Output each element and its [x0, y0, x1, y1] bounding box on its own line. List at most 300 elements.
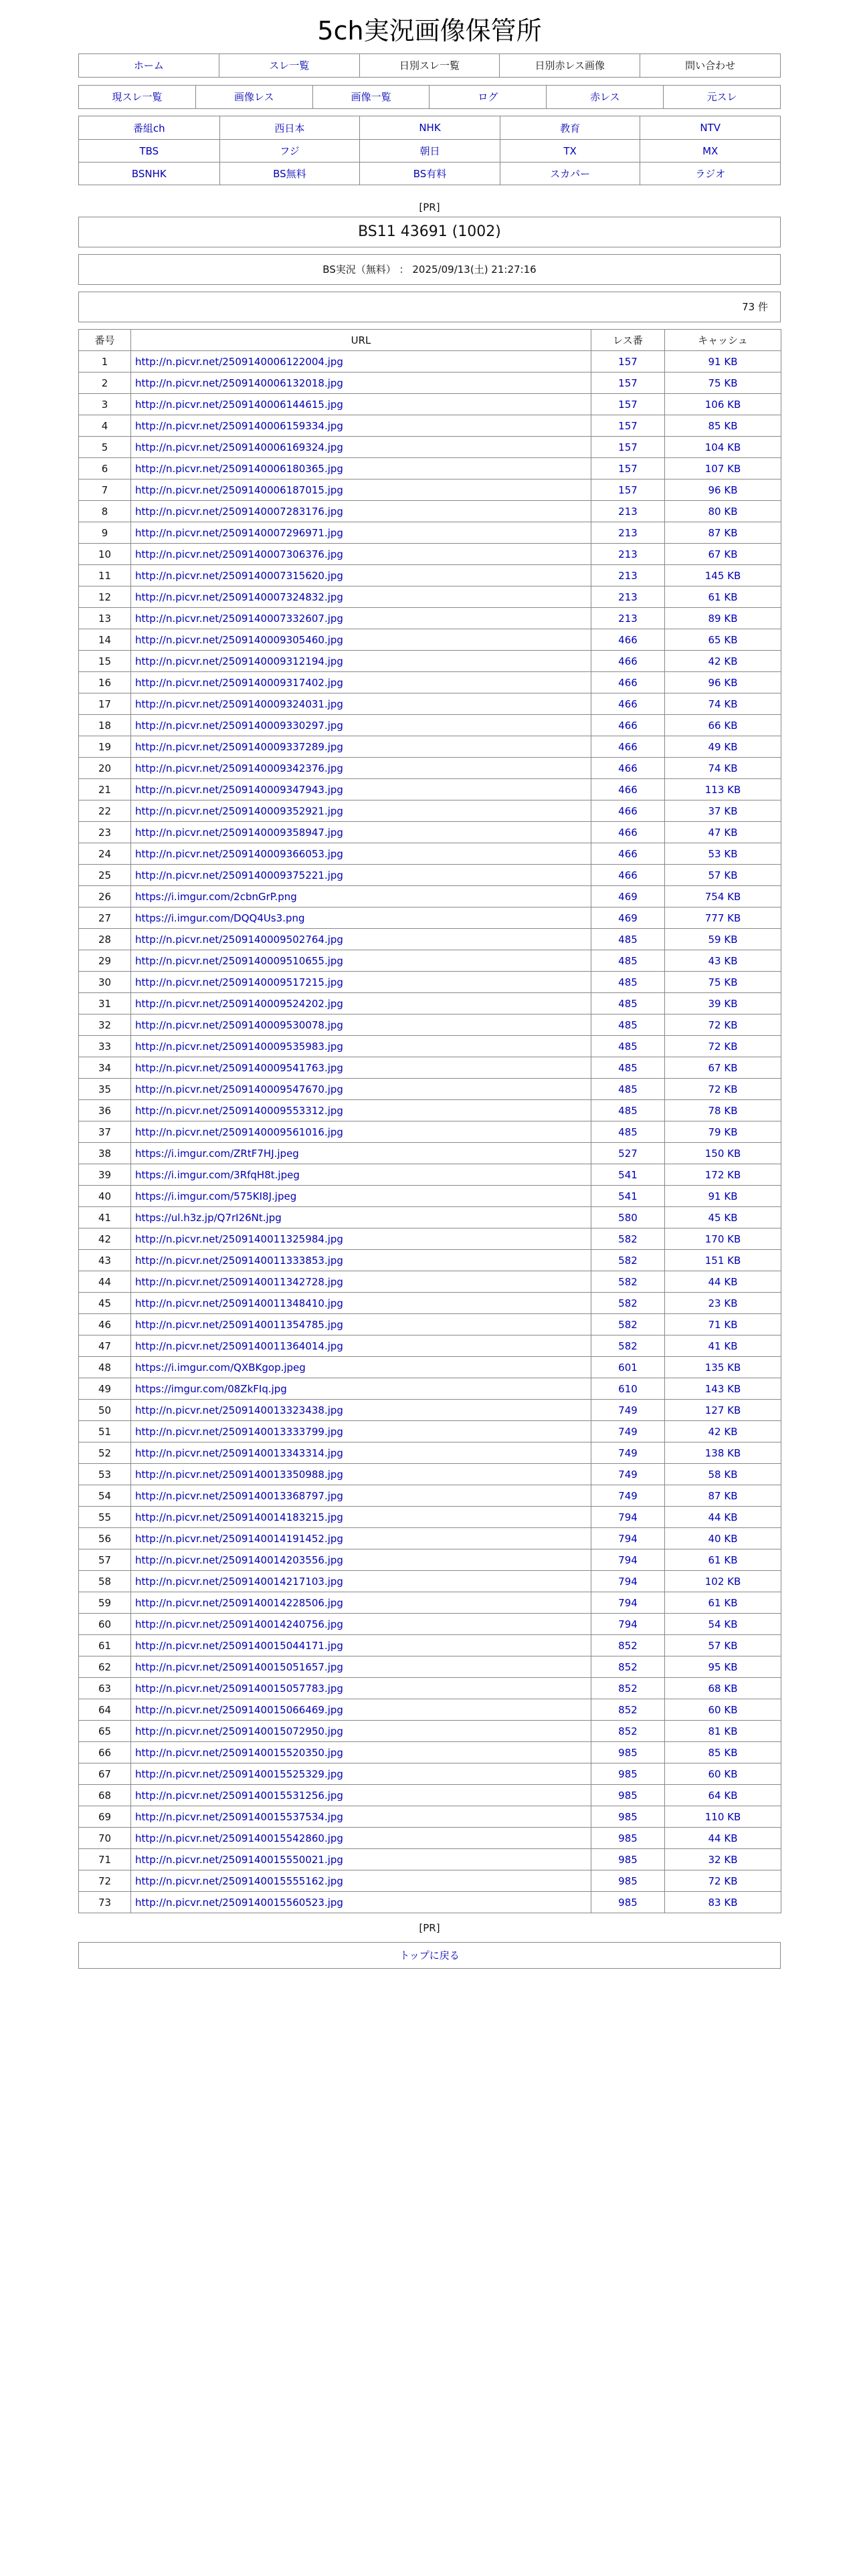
row-cache-size[interactable]: 49 KB: [665, 736, 781, 758]
category-item[interactable]: [79, 162, 219, 185]
row-res-number[interactable]: 469: [591, 907, 665, 929]
row-url-link[interactable]: http://n.picvr.net/2509140007332607.jpg: [135, 612, 343, 625]
row-cache-size[interactable]: 113 KB: [665, 779, 781, 800]
category-item[interactable]: [359, 162, 500, 185]
row-url-link[interactable]: http://n.picvr.net/2509140009524202.jpg: [135, 997, 343, 1010]
row-url-link[interactable]: http://n.picvr.net/2509140013350988.jpg: [135, 1468, 343, 1481]
row-cache-size[interactable]: 67 KB: [665, 544, 781, 565]
row-cache-size[interactable]: 78 KB: [665, 1100, 781, 1121]
row-url-link[interactable]: http://n.picvr.net/2509140011342728.jpg: [135, 1275, 343, 1288]
row-number: 1: [79, 351, 131, 372]
secondary-nav-item[interactable]: [546, 86, 663, 108]
row-cache-size[interactable]: 172 KB: [665, 1164, 781, 1186]
row-res-number[interactable]: 580: [591, 1207, 665, 1228]
row-cache-size[interactable]: 110 KB: [665, 1806, 781, 1828]
primary-nav-item: [640, 54, 780, 77]
row-url-link[interactable]: http://n.picvr.net/2509140015520350.jpg: [135, 1746, 343, 1759]
row-url-link[interactable]: http://n.picvr.net/2509140015066469.jpg: [135, 1703, 343, 1716]
row-res-number[interactable]: 213: [591, 608, 665, 629]
row-url-link[interactable]: http://n.picvr.net/2509140015537534.jpg: [135, 1810, 343, 1823]
row-url-link[interactable]: http://n.picvr.net/2509140009547670.jpg: [135, 1083, 343, 1095]
row-url-link[interactable]: https://i.imgur.com/QXBKgop.jpeg: [135, 1361, 306, 1374]
row-cache-size[interactable]: 65 KB: [665, 629, 781, 651]
row-cache-size[interactable]: 74 KB: [665, 693, 781, 715]
secondary-nav-item[interactable]: [195, 86, 312, 108]
table-row: [79, 715, 781, 736]
row-res-number[interactable]: 749: [591, 1442, 665, 1464]
row-url-link[interactable]: http://n.picvr.net/2509140015057783.jpg: [135, 1682, 343, 1695]
row-cache-size[interactable]: 58 KB: [665, 1464, 781, 1485]
row-number: 50: [79, 1400, 131, 1421]
row-res-number[interactable]: 794: [591, 1549, 665, 1571]
row-res-number[interactable]: 582: [591, 1228, 665, 1250]
row-res-number[interactable]: 985: [591, 1785, 665, 1806]
row-url-link[interactable]: http://n.picvr.net/2509140007283176.jpg: [135, 505, 343, 518]
row-cache-size[interactable]: 60 KB: [665, 1763, 781, 1785]
row-cache-size[interactable]: 44 KB: [665, 1828, 781, 1849]
table-row: [79, 1036, 781, 1057]
row-res-number[interactable]: 794: [591, 1507, 665, 1528]
category-item[interactable]: [640, 162, 780, 185]
row-cache-size[interactable]: 53 KB: [665, 843, 781, 865]
category-link[interactable]: NHK: [419, 122, 441, 134]
row-cache-size[interactable]: 32 KB: [665, 1849, 781, 1870]
row-url-cell: [131, 1849, 591, 1870]
row-url-link[interactable]: http://n.picvr.net/2509140006144615.jpg: [135, 398, 343, 411]
row-res-number[interactable]: 985: [591, 1870, 665, 1892]
row-url-link[interactable]: http://n.picvr.net/2509140007306376.jpg: [135, 548, 343, 560]
row-url-link[interactable]: http://n.picvr.net/2509140013343314.jpg: [135, 1446, 343, 1459]
primary-nav-label[interactable]: ホーム: [133, 60, 164, 72]
row-cache-size[interactable]: 43 KB: [665, 950, 781, 972]
category-link[interactable]: BSNHK: [131, 167, 167, 180]
row-cache-size[interactable]: 85 KB: [665, 1742, 781, 1763]
row-url-link[interactable]: http://n.picvr.net/2509140006180365.jpg: [135, 462, 343, 475]
row-res-number[interactable]: 157: [591, 458, 665, 479]
category-item[interactable]: [219, 139, 360, 162]
row-cache-size[interactable]: 83 KB: [665, 1892, 781, 1913]
row-url-link[interactable]: http://n.picvr.net/2509140011364014.jpg: [135, 1339, 343, 1352]
row-res-number[interactable]: 157: [591, 437, 665, 458]
row-number: 32: [79, 1014, 131, 1036]
category-item[interactable]: [79, 116, 219, 139]
row-res-number[interactable]: 985: [591, 1742, 665, 1763]
row-res-number[interactable]: 213: [591, 565, 665, 586]
row-url-cell: [131, 672, 591, 693]
row-url-link[interactable]: http://n.picvr.net/2509140009530078.jpg: [135, 1018, 343, 1031]
row-res-number[interactable]: 466: [591, 758, 665, 779]
row-res-number[interactable]: 852: [591, 1635, 665, 1656]
row-cache-size[interactable]: 754 KB: [665, 886, 781, 907]
row-url-link[interactable]: https://i.imgur.com/2cbnGrP.png: [135, 890, 297, 903]
category-item[interactable]: [640, 116, 780, 139]
row-url-cell: [131, 929, 591, 950]
row-cache-size[interactable]: 61 KB: [665, 586, 781, 608]
row-url-link[interactable]: http://n.picvr.net/2509140006169324.jpg: [135, 441, 343, 453]
row-url-link[interactable]: http://n.picvr.net/2509140009535983.jpg: [135, 1040, 343, 1053]
row-url-link[interactable]: http://n.picvr.net/2509140009541763.jpg: [135, 1061, 343, 1074]
row-res-number[interactable]: 601: [591, 1357, 665, 1378]
primary-nav-item[interactable]: [79, 54, 219, 77]
row-url-link[interactable]: http://n.picvr.net/2509140006132018.jpg: [135, 377, 343, 389]
row-cache-size[interactable]: 72 KB: [665, 1079, 781, 1100]
row-res-number[interactable]: 985: [591, 1763, 665, 1785]
row-cache-size[interactable]: 59 KB: [665, 929, 781, 950]
row-url-link[interactable]: http://n.picvr.net/2509140015542860.jpg: [135, 1832, 343, 1844]
row-number: 38: [79, 1143, 131, 1164]
row-url-link[interactable]: http://n.picvr.net/2509140015051657.jpg: [135, 1660, 343, 1673]
row-cache-size[interactable]: 64 KB: [665, 1785, 781, 1806]
row-url-link[interactable]: http://n.picvr.net/2509140014191452.jpg: [135, 1532, 343, 1545]
row-url-cell: [131, 1678, 591, 1699]
row-res-number[interactable]: 749: [591, 1485, 665, 1507]
table-row: [79, 1100, 781, 1121]
row-cache-size[interactable]: 75 KB: [665, 372, 781, 394]
row-url-link[interactable]: http://n.picvr.net/2509140015550021.jpg: [135, 1853, 343, 1866]
row-res-number[interactable]: 485: [591, 993, 665, 1014]
row-cache-size[interactable]: 95 KB: [665, 1656, 781, 1678]
row-res-number[interactable]: 157: [591, 351, 665, 372]
row-res-number[interactable]: 213: [591, 586, 665, 608]
row-url-link[interactable]: https://i.imgur.com/DQQ4Us3.png: [135, 911, 305, 924]
row-res-number[interactable]: 213: [591, 544, 665, 565]
row-res-number[interactable]: 485: [591, 950, 665, 972]
row-cache-size[interactable]: 143 KB: [665, 1378, 781, 1400]
row-cache-size[interactable]: 80 KB: [665, 501, 781, 522]
row-res-number[interactable]: 794: [591, 1592, 665, 1614]
row-res-number[interactable]: 485: [591, 1036, 665, 1057]
row-res-number[interactable]: 466: [591, 672, 665, 693]
row-url-link[interactable]: http://n.picvr.net/2509140015525329.jpg: [135, 1767, 343, 1780]
row-url-link[interactable]: http://n.picvr.net/2509140009517215.jpg: [135, 976, 343, 988]
category-item[interactable]: [219, 116, 360, 139]
row-number: 61: [79, 1635, 131, 1656]
row-res-number[interactable]: 466: [591, 715, 665, 736]
row-cache-size[interactable]: 47 KB: [665, 822, 781, 843]
category-link[interactable]: TX: [563, 144, 577, 157]
category-link[interactable]: 番組ch: [132, 122, 165, 134]
row-url-link[interactable]: http://n.picvr.net/2509140011348410.jpg: [135, 1297, 343, 1309]
row-url-link[interactable]: http://n.picvr.net/2509140009347943.jpg: [135, 783, 343, 796]
row-res-number[interactable]: 582: [591, 1314, 665, 1335]
row-res-number[interactable]: 852: [591, 1721, 665, 1742]
row-cache-size[interactable]: 127 KB: [665, 1400, 781, 1421]
secondary-nav-link[interactable]: ログ: [478, 91, 498, 103]
secondary-nav-item[interactable]: [312, 86, 430, 108]
row-res-number[interactable]: 985: [591, 1806, 665, 1828]
row-res-number[interactable]: 213: [591, 522, 665, 544]
row-url-link[interactable]: https://i.imgur.com/ZRtF7HJ.jpeg: [135, 1147, 299, 1160]
row-cache-size[interactable]: 138 KB: [665, 1442, 781, 1464]
row-res-number[interactable]: 213: [591, 501, 665, 522]
row-cache-size[interactable]: 135 KB: [665, 1357, 781, 1378]
row-cache-size[interactable]: 44 KB: [665, 1507, 781, 1528]
row-url-cell: [131, 1335, 591, 1357]
row-res-number[interactable]: 852: [591, 1678, 665, 1699]
row-cache-size[interactable]: 145 KB: [665, 565, 781, 586]
row-res-number[interactable]: 749: [591, 1464, 665, 1485]
secondary-nav-link[interactable]: 画像レス: [233, 91, 274, 103]
row-url-link[interactable]: http://n.picvr.net/2509140009561016.jpg: [135, 1125, 343, 1138]
row-cache-size[interactable]: 85 KB: [665, 415, 781, 437]
row-cache-size[interactable]: 71 KB: [665, 1314, 781, 1335]
row-res-number[interactable]: 794: [591, 1528, 665, 1549]
category-item[interactable]: [500, 116, 640, 139]
row-url-link[interactable]: http://n.picvr.net/2509140009366053.jpg: [135, 847, 343, 860]
row-url-link[interactable]: http://n.picvr.net/2509140009375221.jpg: [135, 869, 343, 881]
row-url-link[interactable]: http://n.picvr.net/2509140014228506.jpg: [135, 1596, 343, 1609]
row-url-link[interactable]: http://n.picvr.net/2509140009358947.jpg: [135, 826, 343, 839]
table-row: [79, 1186, 781, 1207]
category-link[interactable]: NTV: [700, 122, 721, 134]
row-cache-size[interactable]: 42 KB: [665, 1421, 781, 1442]
row-res-number[interactable]: 466: [591, 843, 665, 865]
row-url-link[interactable]: http://n.picvr.net/2509140006122004.jpg: [135, 355, 343, 368]
secondary-nav-item[interactable]: [429, 86, 546, 108]
row-url-link[interactable]: https://imgur.com/08ZkFIq.jpg: [135, 1382, 287, 1395]
row-res-number[interactable]: 466: [591, 693, 665, 715]
row-url-link[interactable]: http://n.picvr.net/2509140009324031.jpg: [135, 697, 343, 710]
row-cache-size[interactable]: 96 KB: [665, 672, 781, 693]
row-cache-size[interactable]: 75 KB: [665, 972, 781, 993]
row-res-number[interactable]: 582: [591, 1335, 665, 1357]
row-cache-size[interactable]: 91 KB: [665, 351, 781, 372]
row-cache-size[interactable]: 72 KB: [665, 1036, 781, 1057]
row-res-number[interactable]: 541: [591, 1186, 665, 1207]
secondary-nav-link[interactable]: 赤レス: [589, 91, 620, 103]
row-cache-size[interactable]: 150 KB: [665, 1143, 781, 1164]
row-res-number[interactable]: 485: [591, 929, 665, 950]
row-res-number[interactable]: 485: [591, 1121, 665, 1143]
table-row: [79, 1421, 781, 1442]
category-link[interactable]: 西日本: [274, 122, 305, 134]
row-res-number[interactable]: 466: [591, 800, 665, 822]
table-row: [79, 1357, 781, 1378]
row-res-number[interactable]: 157: [591, 394, 665, 415]
row-url-link[interactable]: http://n.picvr.net/2509140009342376.jpg: [135, 762, 343, 774]
row-url-link[interactable]: http://n.picvr.net/2509140011333853.jpg: [135, 1254, 343, 1267]
row-number: 16: [79, 672, 131, 693]
row-url-link[interactable]: http://n.picvr.net/2509140013323438.jpg: [135, 1404, 343, 1416]
row-res-number[interactable]: 985: [591, 1849, 665, 1870]
table-row: [79, 1828, 781, 1849]
row-url-link[interactable]: https://i.imgur.com/3RfqH8t.jpeg: [135, 1168, 300, 1181]
row-res-number[interactable]: 157: [591, 372, 665, 394]
row-cache-size[interactable]: 57 KB: [665, 1635, 781, 1656]
row-url-link[interactable]: http://n.picvr.net/2509140015044171.jpg: [135, 1639, 343, 1652]
row-cache-size[interactable]: 87 KB: [665, 522, 781, 544]
row-url-link[interactable]: http://n.picvr.net/2509140009502764.jpg: [135, 933, 343, 946]
back-to-top-link[interactable]: トップに戻る: [399, 1949, 460, 1961]
secondary-nav-link[interactable]: 元スレ: [706, 91, 737, 103]
row-cache-size[interactable]: 107 KB: [665, 458, 781, 479]
row-url-cell: [131, 437, 591, 458]
row-url-cell: [131, 1721, 591, 1742]
row-res-number[interactable]: 610: [591, 1378, 665, 1400]
category-link[interactable]: MX: [702, 144, 719, 157]
category-link[interactable]: 朝日: [419, 145, 440, 157]
row-res-number[interactable]: 541: [591, 1164, 665, 1186]
row-cache-size[interactable]: 68 KB: [665, 1678, 781, 1699]
row-number: 4: [79, 415, 131, 437]
row-url-link[interactable]: http://n.picvr.net/2509140009553312.jpg: [135, 1104, 343, 1117]
category-link[interactable]: ラジオ: [695, 168, 726, 180]
secondary-nav-item[interactable]: [79, 86, 195, 108]
row-cache-size[interactable]: 87 KB: [665, 1485, 781, 1507]
row-url-link[interactable]: http://n.picvr.net/2509140011325984.jpg: [135, 1232, 343, 1245]
row-res-number[interactable]: 466: [591, 822, 665, 843]
category-item[interactable]: [500, 162, 640, 185]
row-cache-size[interactable]: 60 KB: [665, 1699, 781, 1721]
row-res-number[interactable]: 469: [591, 886, 665, 907]
row-url-link[interactable]: http://n.picvr.net/2509140009510655.jpg: [135, 954, 343, 967]
primary-nav-label[interactable]: スレ一覧: [269, 60, 310, 72]
row-url-link[interactable]: http://n.picvr.net/2509140014183215.jpg: [135, 1511, 343, 1523]
category-link[interactable]: スカパー: [550, 168, 591, 180]
row-url-link[interactable]: https://i.imgur.com/575KI8J.jpeg: [135, 1190, 297, 1202]
row-cache-size[interactable]: 61 KB: [665, 1592, 781, 1614]
row-url-cell: [131, 907, 591, 929]
row-url-link[interactable]: http://n.picvr.net/2509140007315620.jpg: [135, 569, 343, 582]
row-url-link[interactable]: http://n.picvr.net/2509140007296971.jpg: [135, 526, 343, 539]
row-cache-size[interactable]: 170 KB: [665, 1228, 781, 1250]
row-cache-size[interactable]: 72 KB: [665, 1014, 781, 1036]
row-cache-size[interactable]: 96 KB: [665, 479, 781, 501]
back-to-top: [78, 1942, 781, 1969]
table-row: [79, 693, 781, 715]
row-cache-size[interactable]: 37 KB: [665, 800, 781, 822]
row-url-link[interactable]: http://n.picvr.net/2509140007324832.jpg: [135, 591, 343, 603]
row-res-number[interactable]: 466: [591, 651, 665, 672]
row-cache-size[interactable]: 91 KB: [665, 1186, 781, 1207]
row-cache-size[interactable]: 151 KB: [665, 1250, 781, 1271]
row-url-link[interactable]: http://n.picvr.net/2509140013368797.jpg: [135, 1489, 343, 1502]
row-res-number[interactable]: 852: [591, 1699, 665, 1721]
row-url-link[interactable]: http://n.picvr.net/2509140014217103.jpg: [135, 1575, 343, 1588]
row-url-link[interactable]: http://n.picvr.net/2509140014240756.jpg: [135, 1618, 343, 1630]
row-res-number[interactable]: 794: [591, 1614, 665, 1635]
table-row: [79, 822, 781, 843]
row-url-link[interactable]: http://n.picvr.net/2509140015072950.jpg: [135, 1725, 343, 1737]
row-res-number[interactable]: 582: [591, 1271, 665, 1293]
row-cache-size[interactable]: 106 KB: [665, 394, 781, 415]
row-res-number[interactable]: 485: [591, 1079, 665, 1100]
row-cache-size[interactable]: 41 KB: [665, 1335, 781, 1357]
category-item[interactable]: [359, 116, 500, 139]
row-url-link[interactable]: http://n.picvr.net/2509140011354785.jpg: [135, 1318, 343, 1331]
category-item[interactable]: [79, 139, 219, 162]
row-number: 25: [79, 865, 131, 886]
category-link[interactable]: TBS: [139, 144, 159, 157]
row-url-cell: [131, 586, 591, 608]
secondary-nav-link[interactable]: 現スレ一覧: [112, 91, 163, 103]
table-row: [79, 907, 781, 929]
row-url-link[interactable]: http://n.picvr.net/2509140014203556.jpg: [135, 1553, 343, 1566]
category-item[interactable]: [500, 139, 640, 162]
row-cache-size[interactable]: 72 KB: [665, 1870, 781, 1892]
pr-label-bottom: [PR]: [419, 1922, 440, 1934]
row-res-number[interactable]: 852: [591, 1656, 665, 1678]
row-res-number[interactable]: 466: [591, 779, 665, 800]
row-res-number[interactable]: 527: [591, 1143, 665, 1164]
table-row: [79, 1228, 781, 1250]
category-item[interactable]: [640, 139, 780, 162]
row-cache-size[interactable]: 44 KB: [665, 1271, 781, 1293]
row-url-link[interactable]: http://n.picvr.net/2509140015531256.jpg: [135, 1789, 343, 1802]
row-cache-size[interactable]: 79 KB: [665, 1121, 781, 1143]
row-cache-size[interactable]: 67 KB: [665, 1057, 781, 1079]
row-cache-size[interactable]: 104 KB: [665, 437, 781, 458]
row-cache-size[interactable]: 74 KB: [665, 758, 781, 779]
row-url-link[interactable]: http://n.picvr.net/2509140009330297.jpg: [135, 719, 343, 732]
row-cache-size[interactable]: 39 KB: [665, 993, 781, 1014]
row-url-link[interactable]: http://n.picvr.net/2509140009305460.jpg: [135, 633, 343, 646]
row-res-number[interactable]: 582: [591, 1250, 665, 1271]
primary-nav-item[interactable]: [219, 54, 359, 77]
row-res-number[interactable]: 485: [591, 1014, 665, 1036]
row-number: 41: [79, 1207, 131, 1228]
row-cache-size[interactable]: 102 KB: [665, 1571, 781, 1592]
row-res-number[interactable]: 582: [591, 1293, 665, 1314]
row-res-number[interactable]: 466: [591, 629, 665, 651]
row-res-number[interactable]: 749: [591, 1400, 665, 1421]
category-link[interactable]: 教育: [560, 122, 581, 134]
row-url-link[interactable]: http://n.picvr.net/2509140015555162.jpg: [135, 1874, 343, 1887]
row-url-link[interactable]: http://n.picvr.net/2509140006159334.jpg: [135, 419, 343, 432]
category-link[interactable]: BS有料: [413, 168, 447, 180]
table-row: [79, 1742, 781, 1763]
row-url-link[interactable]: http://n.picvr.net/2509140013333799.jpg: [135, 1425, 343, 1438]
category-link[interactable]: BS無料: [273, 168, 306, 180]
row-url-link[interactable]: http://n.picvr.net/2509140009352921.jpg: [135, 804, 343, 817]
row-url-link[interactable]: https://ul.h3z.jp/Q7rI26Nt.jpg: [135, 1211, 282, 1224]
row-cache-size[interactable]: 45 KB: [665, 1207, 781, 1228]
row-res-number[interactable]: 985: [591, 1828, 665, 1849]
row-res-number[interactable]: 485: [591, 1100, 665, 1121]
secondary-nav-item[interactable]: [663, 86, 780, 108]
row-cache-size[interactable]: 54 KB: [665, 1614, 781, 1635]
row-res-number[interactable]: 485: [591, 972, 665, 993]
row-res-number[interactable]: 157: [591, 415, 665, 437]
row-res-number[interactable]: 466: [591, 736, 665, 758]
row-url-link[interactable]: http://n.picvr.net/2509140009337289.jpg: [135, 740, 343, 753]
row-cache-size[interactable]: 57 KB: [665, 865, 781, 886]
row-res-number[interactable]: 485: [591, 1057, 665, 1079]
row-url-link[interactable]: http://n.picvr.net/2509140015560523.jpg: [135, 1896, 343, 1909]
row-res-number[interactable]: 985: [591, 1892, 665, 1913]
row-cache-size[interactable]: 89 KB: [665, 608, 781, 629]
row-cache-size[interactable]: 40 KB: [665, 1528, 781, 1549]
row-res-number[interactable]: 749: [591, 1421, 665, 1442]
row-cache-size[interactable]: 66 KB: [665, 715, 781, 736]
row-res-number[interactable]: 794: [591, 1571, 665, 1592]
secondary-nav-link[interactable]: 画像一覧: [351, 91, 391, 103]
row-cache-size[interactable]: 42 KB: [665, 651, 781, 672]
category-item[interactable]: [359, 139, 500, 162]
row-cache-size[interactable]: 23 KB: [665, 1293, 781, 1314]
category-item[interactable]: [219, 162, 360, 185]
row-url-link[interactable]: http://n.picvr.net/2509140009312194.jpg: [135, 655, 343, 667]
row-cache-size[interactable]: 777 KB: [665, 907, 781, 929]
row-cache-size[interactable]: 81 KB: [665, 1721, 781, 1742]
row-cache-size[interactable]: 61 KB: [665, 1549, 781, 1571]
row-res-number[interactable]: 157: [591, 479, 665, 501]
row-res-number[interactable]: 466: [591, 865, 665, 886]
row-number: 13: [79, 608, 131, 629]
row-url-link[interactable]: http://n.picvr.net/2509140006187015.jpg: [135, 484, 343, 496]
category-link[interactable]: フジ: [280, 145, 300, 157]
row-url-link[interactable]: http://n.picvr.net/2509140009317402.jpg: [135, 676, 343, 689]
